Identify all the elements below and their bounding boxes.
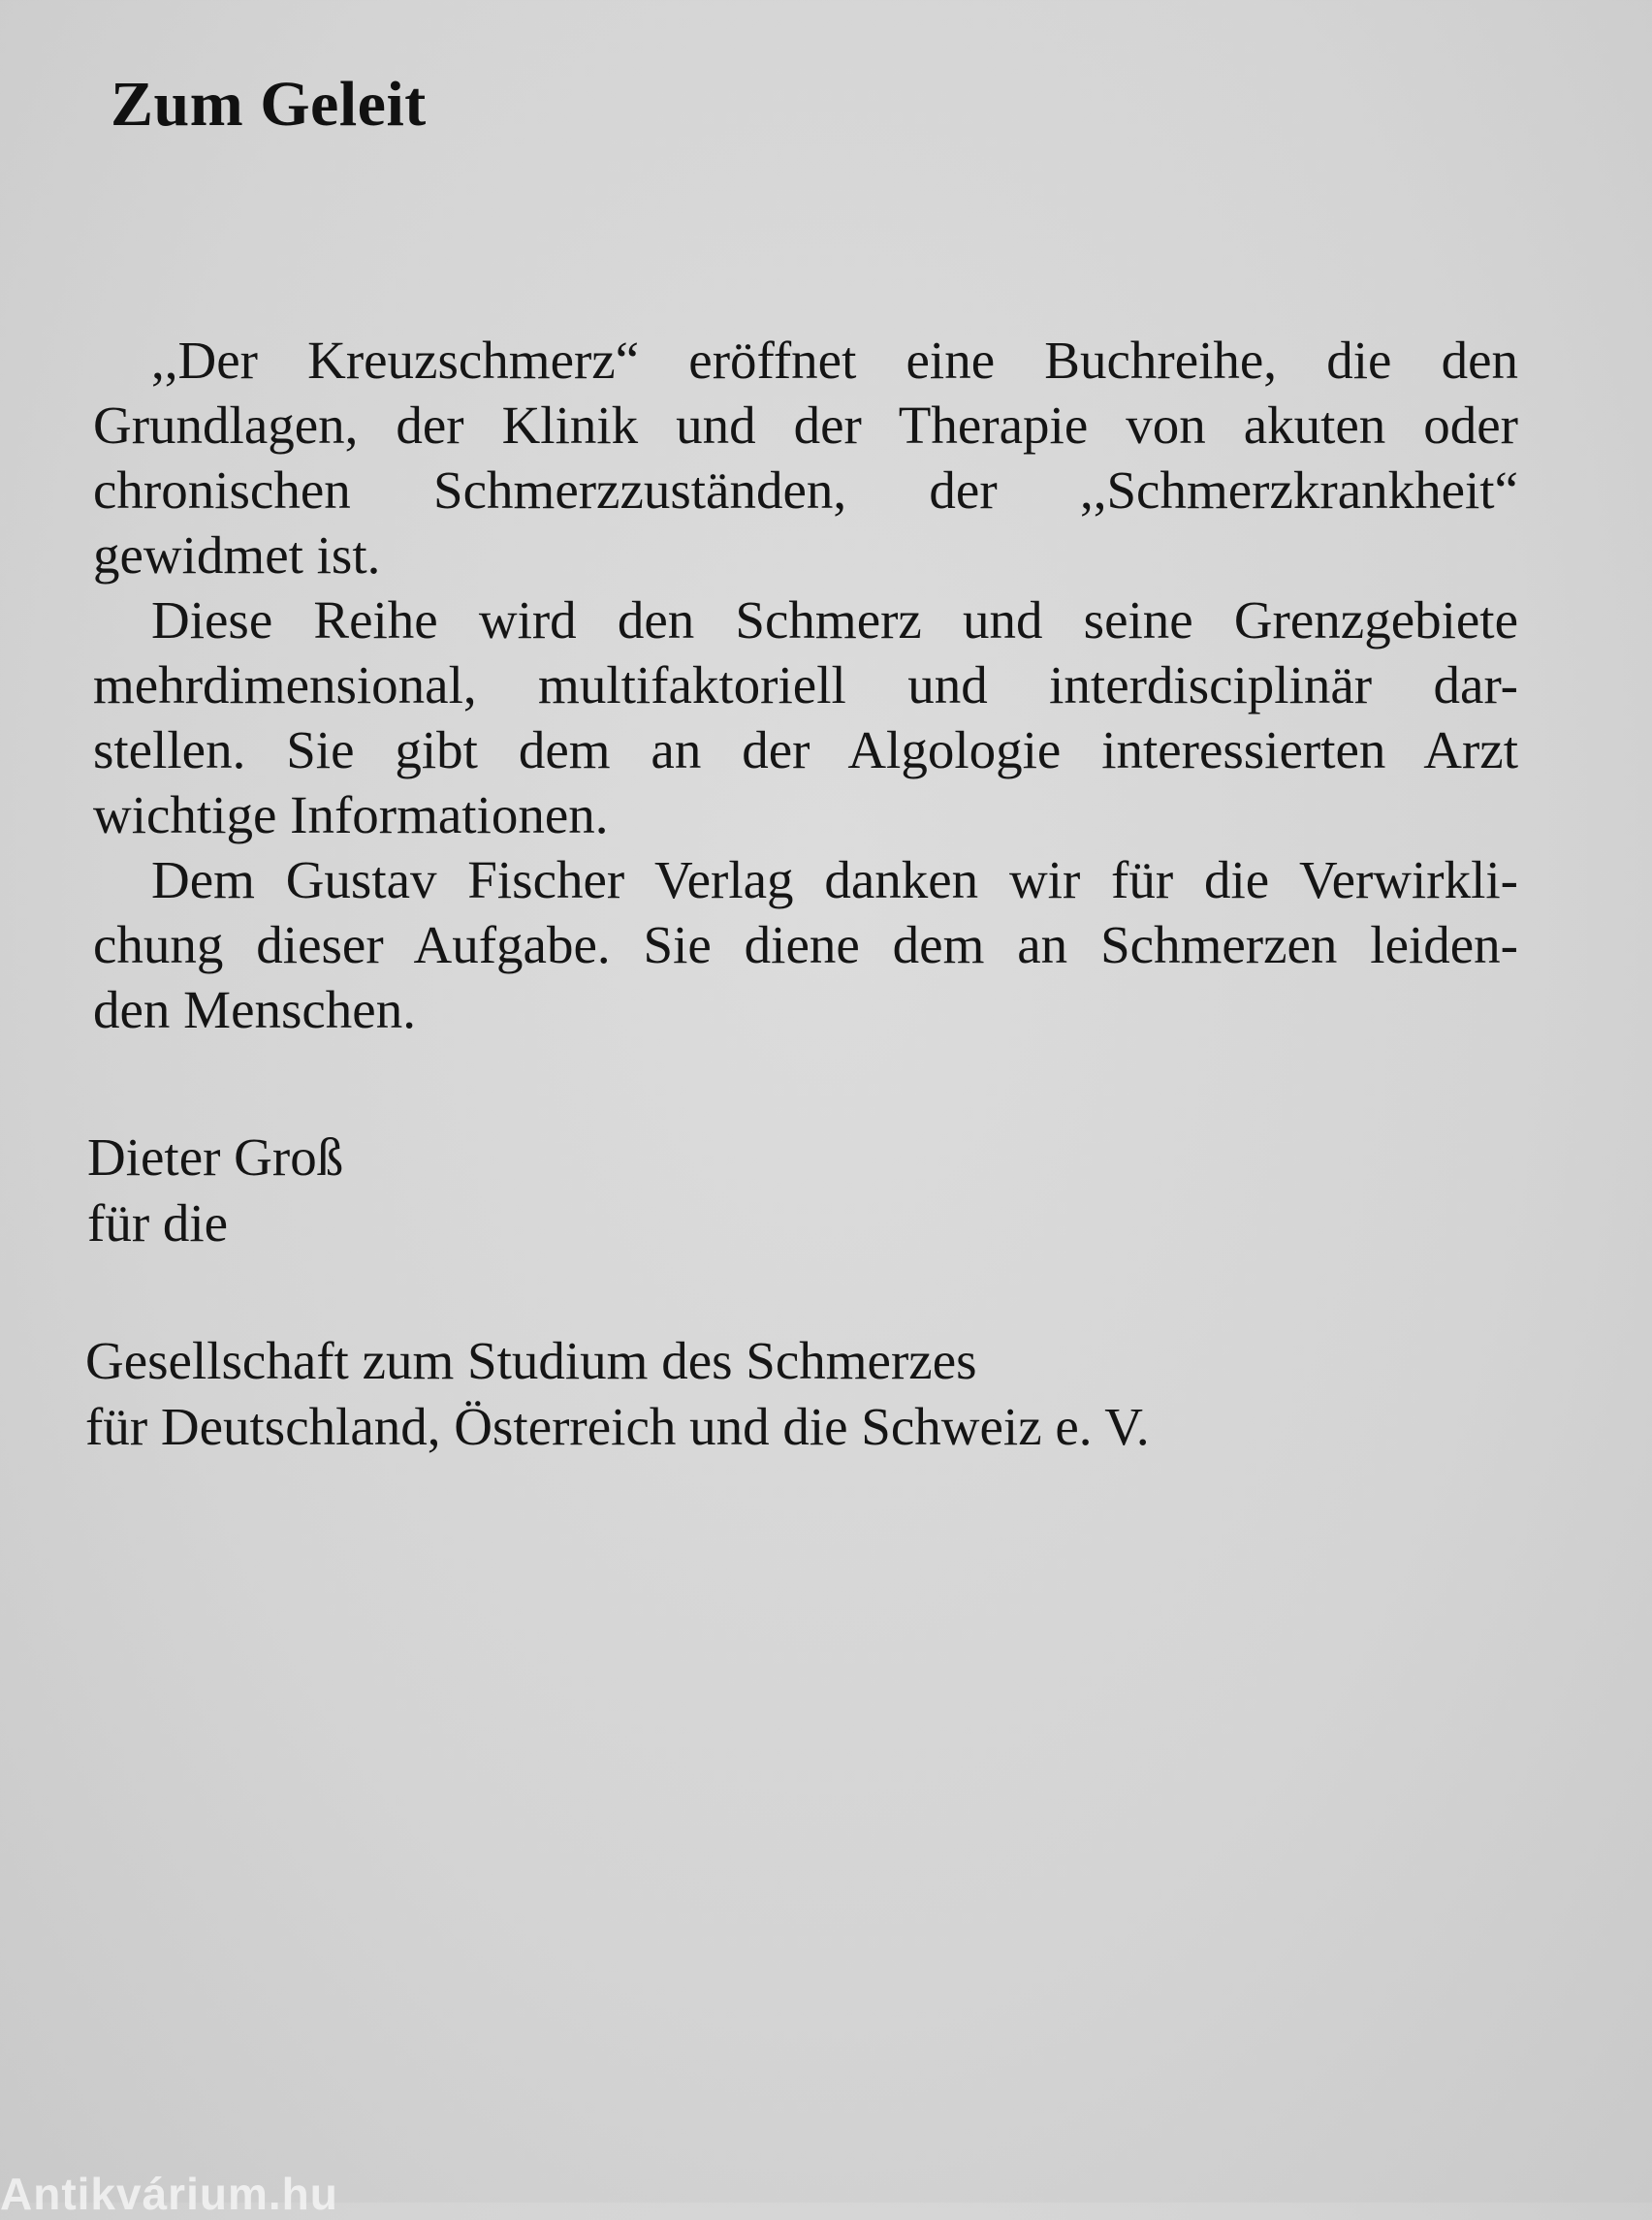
society-line-1: Gesellschaft zum Studium des Schmerzes (85, 1331, 977, 1390)
watermark: Antikvárium.hu (0, 2169, 338, 2219)
paragraph-line: stellen. Sie gibt dem an der Algologie interessierten Arzt (93, 720, 1518, 779)
paragraph-line: Grundlagen, der Klinik und der Therapie von akuten oder (93, 396, 1518, 455)
society-block (85, 1328, 1150, 1460)
paragraph-1 (93, 328, 1518, 587)
paragraph-line: Dem Gustav Fischer Verlag danken wir für die Verwirkli- (151, 850, 1518, 909)
signature-name: Dieter Groß (87, 1127, 344, 1187)
paragraph-line: Diese Reihe wird den Schmerz und seine Grenzgebiete (151, 590, 1518, 650)
foreword-body (93, 328, 1518, 1042)
paragraph-line: mehrdimensional, multifaktoriell und interdisciplinär dar- (93, 655, 1518, 714)
paragraph-line: den Menschen. (93, 980, 416, 1039)
paragraph-line: gewidmet ist. (93, 525, 381, 585)
paragraph-2 (93, 587, 1518, 847)
paragraph-3 (93, 847, 1518, 1042)
signature-for: für die (87, 1193, 229, 1253)
paragraph-line: chronischen Schmerzzuständen, der ,,Schmerzkrankheit“ (93, 460, 1518, 520)
signature-block (87, 1125, 343, 1256)
page-title: Zum Geleit (111, 69, 427, 140)
paragraph-line: chung dieser Aufgabe. Sie diene dem an Schmerzen leiden- (93, 915, 1518, 974)
society-line-2: für Deutschland, Österreich und die Schweiz e. V. (85, 1397, 1150, 1456)
paragraph-line: ,,Der Kreuzschmerz“ eröffnet eine Buchreihe, die den (151, 331, 1518, 390)
paragraph-line: wichtige Informationen. (93, 785, 609, 844)
